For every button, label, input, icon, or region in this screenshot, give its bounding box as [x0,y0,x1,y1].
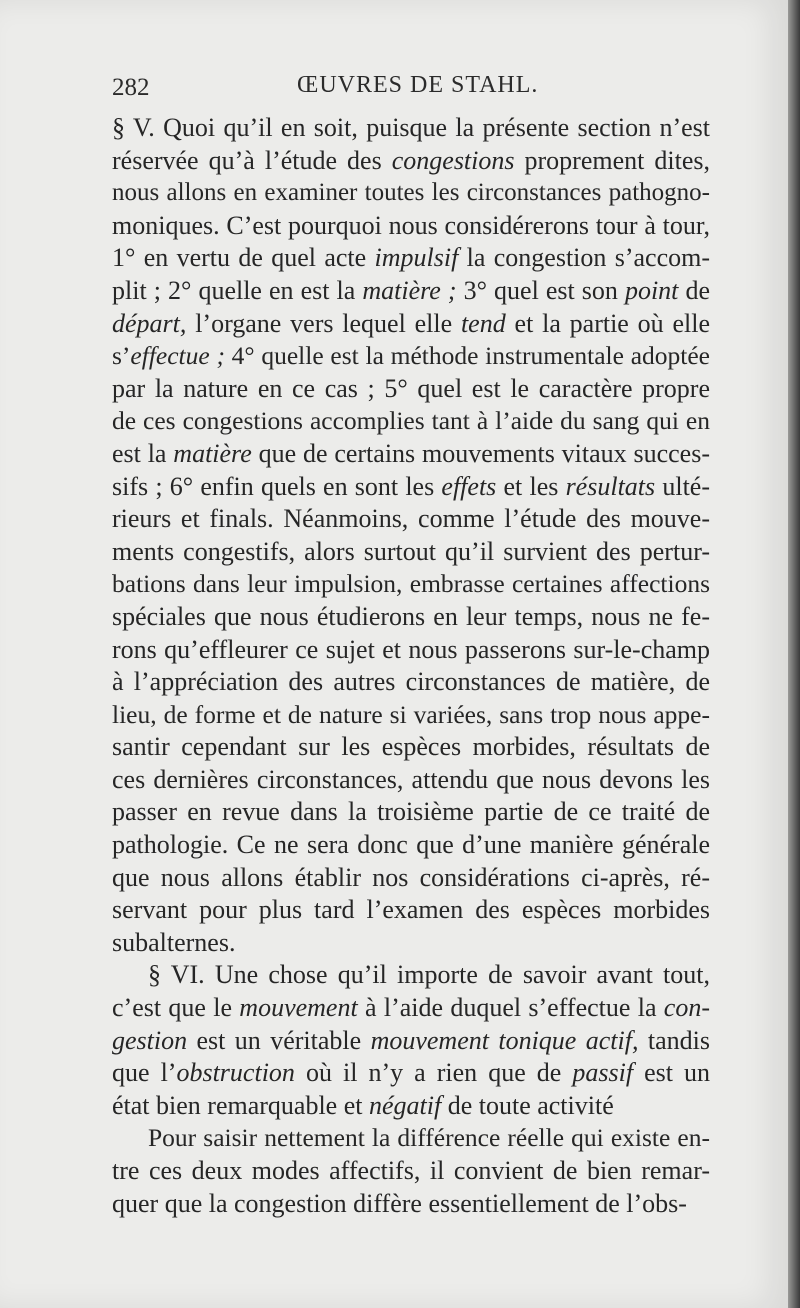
paragraph-difference [112,1122,710,1220]
paragraph-section-vi [112,959,710,1122]
italic-text: négatif [368,1090,442,1120]
text-line [112,308,710,341]
text-span: quer que la congestion diffère essentiellement de l’obs- [112,1188,687,1218]
text-line [112,275,710,308]
text-span: de ces congestions accomplies tant à l’aide du sang qui en [112,406,710,436]
text-span: que nous allons établir nos considérations ci-après, ré- [112,862,710,892]
text-span: 4° quelle est la méthode instrumentale adoptée [224,341,710,371]
text-span: moniques. C’est pourquoi nous considérerons tour à tour, [112,210,710,240]
running-head: ŒUVRES DE STAHL. [297,72,539,98]
text-span: bations dans leur impulsion, embrasse certaines affections [112,569,710,599]
text-line [112,145,710,178]
text-line [112,471,710,504]
italic-text: impulsif [374,243,459,273]
italic-text: mouvement tonique actif, [370,1025,639,1055]
text-line [112,1155,710,1188]
text-span: état bien remarquable et [112,1090,369,1120]
text-line [112,210,710,243]
text-span: Pour saisir nettement la différence réelle qui existe en- [148,1123,710,1153]
text-span: § V. Quoi qu’il en soit, puisque la présente section n’est [112,113,710,142]
text-line [112,634,710,667]
text-span: de [678,275,710,305]
text-line [112,862,710,895]
text-line [112,992,710,1025]
text-span: sifs ; 6° enfin quels en sont les [112,471,442,501]
text-span: c’est que le [112,993,240,1023]
text-span: où il n’y a rien que de [294,1058,573,1088]
text-line [112,340,710,373]
text-span: de toute activité [441,1090,614,1120]
text-span: que l’ [112,1058,177,1088]
italic-text: gestion [112,1025,188,1055]
text-span: la congestion s’accom- [458,243,710,273]
text-line [112,1122,710,1155]
paragraph-section-v [112,112,710,959]
text-span: pathologie. Ce ne sera donc que d’une manière générale [112,830,710,860]
text-line [112,1090,710,1123]
text-line [112,242,710,275]
text-line [112,177,710,210]
text-line [112,666,710,699]
text-span: l’organe vers lequel elle [186,308,461,338]
text-span: rieurs et finals. Néanmoins, comme l’étude des mouve- [112,504,710,534]
text-span: à l’aide duquel s’effectue la [357,993,664,1023]
text-line [112,503,710,536]
text-line [112,568,710,601]
text-span: par la nature en ce cas ; 5° quel est le caractère propre [112,373,710,403]
text-span: passer en revue dans la troisième partie de ce traité de [112,797,710,827]
text-line [112,927,710,960]
text-span: plit ; 2° quelle en est la [112,275,363,305]
text-span: s’ [112,341,131,371]
text-span: nous allons en examiner toutes les circonstances pathogno- [112,179,710,207]
text-span: proprement dites, [514,145,710,175]
text-span: rons qu’effleurer ce sujet et nous passerons sur-le-champ [112,634,710,664]
text-span: est un [633,1058,710,1088]
text-line [112,1057,710,1090]
text-span: est la [112,438,174,468]
text-span: et la partie où elle [505,308,710,338]
text-span: et les [496,471,566,501]
text-span: 3° quel est son [456,275,625,305]
text-line [112,112,710,145]
text-line [112,601,710,634]
italic-text: résultats [565,471,656,501]
text-span: tre ces deux modes affectifs, il convient de bien remar- [112,1156,710,1185]
text-line [112,731,710,764]
text-span: servant pour plus tard l’examen des espèces morbides [112,895,710,925]
italic-text: point [624,275,679,305]
text-line [112,796,710,829]
text-span: ces dernières circonstances, attendu que nous devons les [112,764,710,794]
text-span: ments congestifs, alors surtout qu’il survient des pertur- [112,536,710,566]
italic-text: passif [572,1058,634,1088]
italic-text: congestions [391,145,515,175]
text-span: réservée qu’à l’étude des [112,145,392,175]
text-span: tandis [638,1025,710,1055]
text-line [112,438,710,471]
text-span: lieu, de forme et de nature si variées, sans trop nous appe- [112,699,710,729]
italic-text: tend [460,308,506,338]
italic-text: con- [663,993,710,1023]
text-span: est un véritable [187,1025,371,1055]
body-text [112,112,710,1220]
text-line [112,959,710,992]
text-line [112,373,710,406]
text-line [112,1025,710,1058]
text-line [112,405,710,438]
italic-text: départ, [112,308,187,338]
page-edge [788,0,800,1308]
text-span: ulté- [655,471,710,501]
page-header [112,72,710,108]
italic-text: mouvement [239,993,358,1023]
text-line [112,829,710,862]
text-span: que de certains mouvements vitaux succes- [251,438,710,468]
text-line [112,536,710,569]
italic-text: effectue ; [130,341,225,371]
page-number: 282 [112,74,150,101]
text-span: § VI. Une chose qu’il importe de savoir avant tout, [148,960,710,990]
italic-text: matière [173,438,252,468]
text-span: santir cependant sur les espèces morbides, résultats de [112,732,710,762]
text-span: à l’appréciation des autres circonstances de matière, de [112,667,710,697]
text-line [112,764,710,797]
text-span: spéciales que nous étudierons en leur temps, nous ne fe- [112,601,710,631]
text-span: subalternes. [112,927,236,957]
italic-text: matière ; [362,275,457,305]
text-line [112,1188,710,1221]
italic-text: obstruction [176,1058,295,1088]
text-line [112,699,710,732]
text-line [112,894,710,927]
italic-text: effets [441,471,497,501]
text-span: 1° en vertu de quel acte [112,243,375,273]
